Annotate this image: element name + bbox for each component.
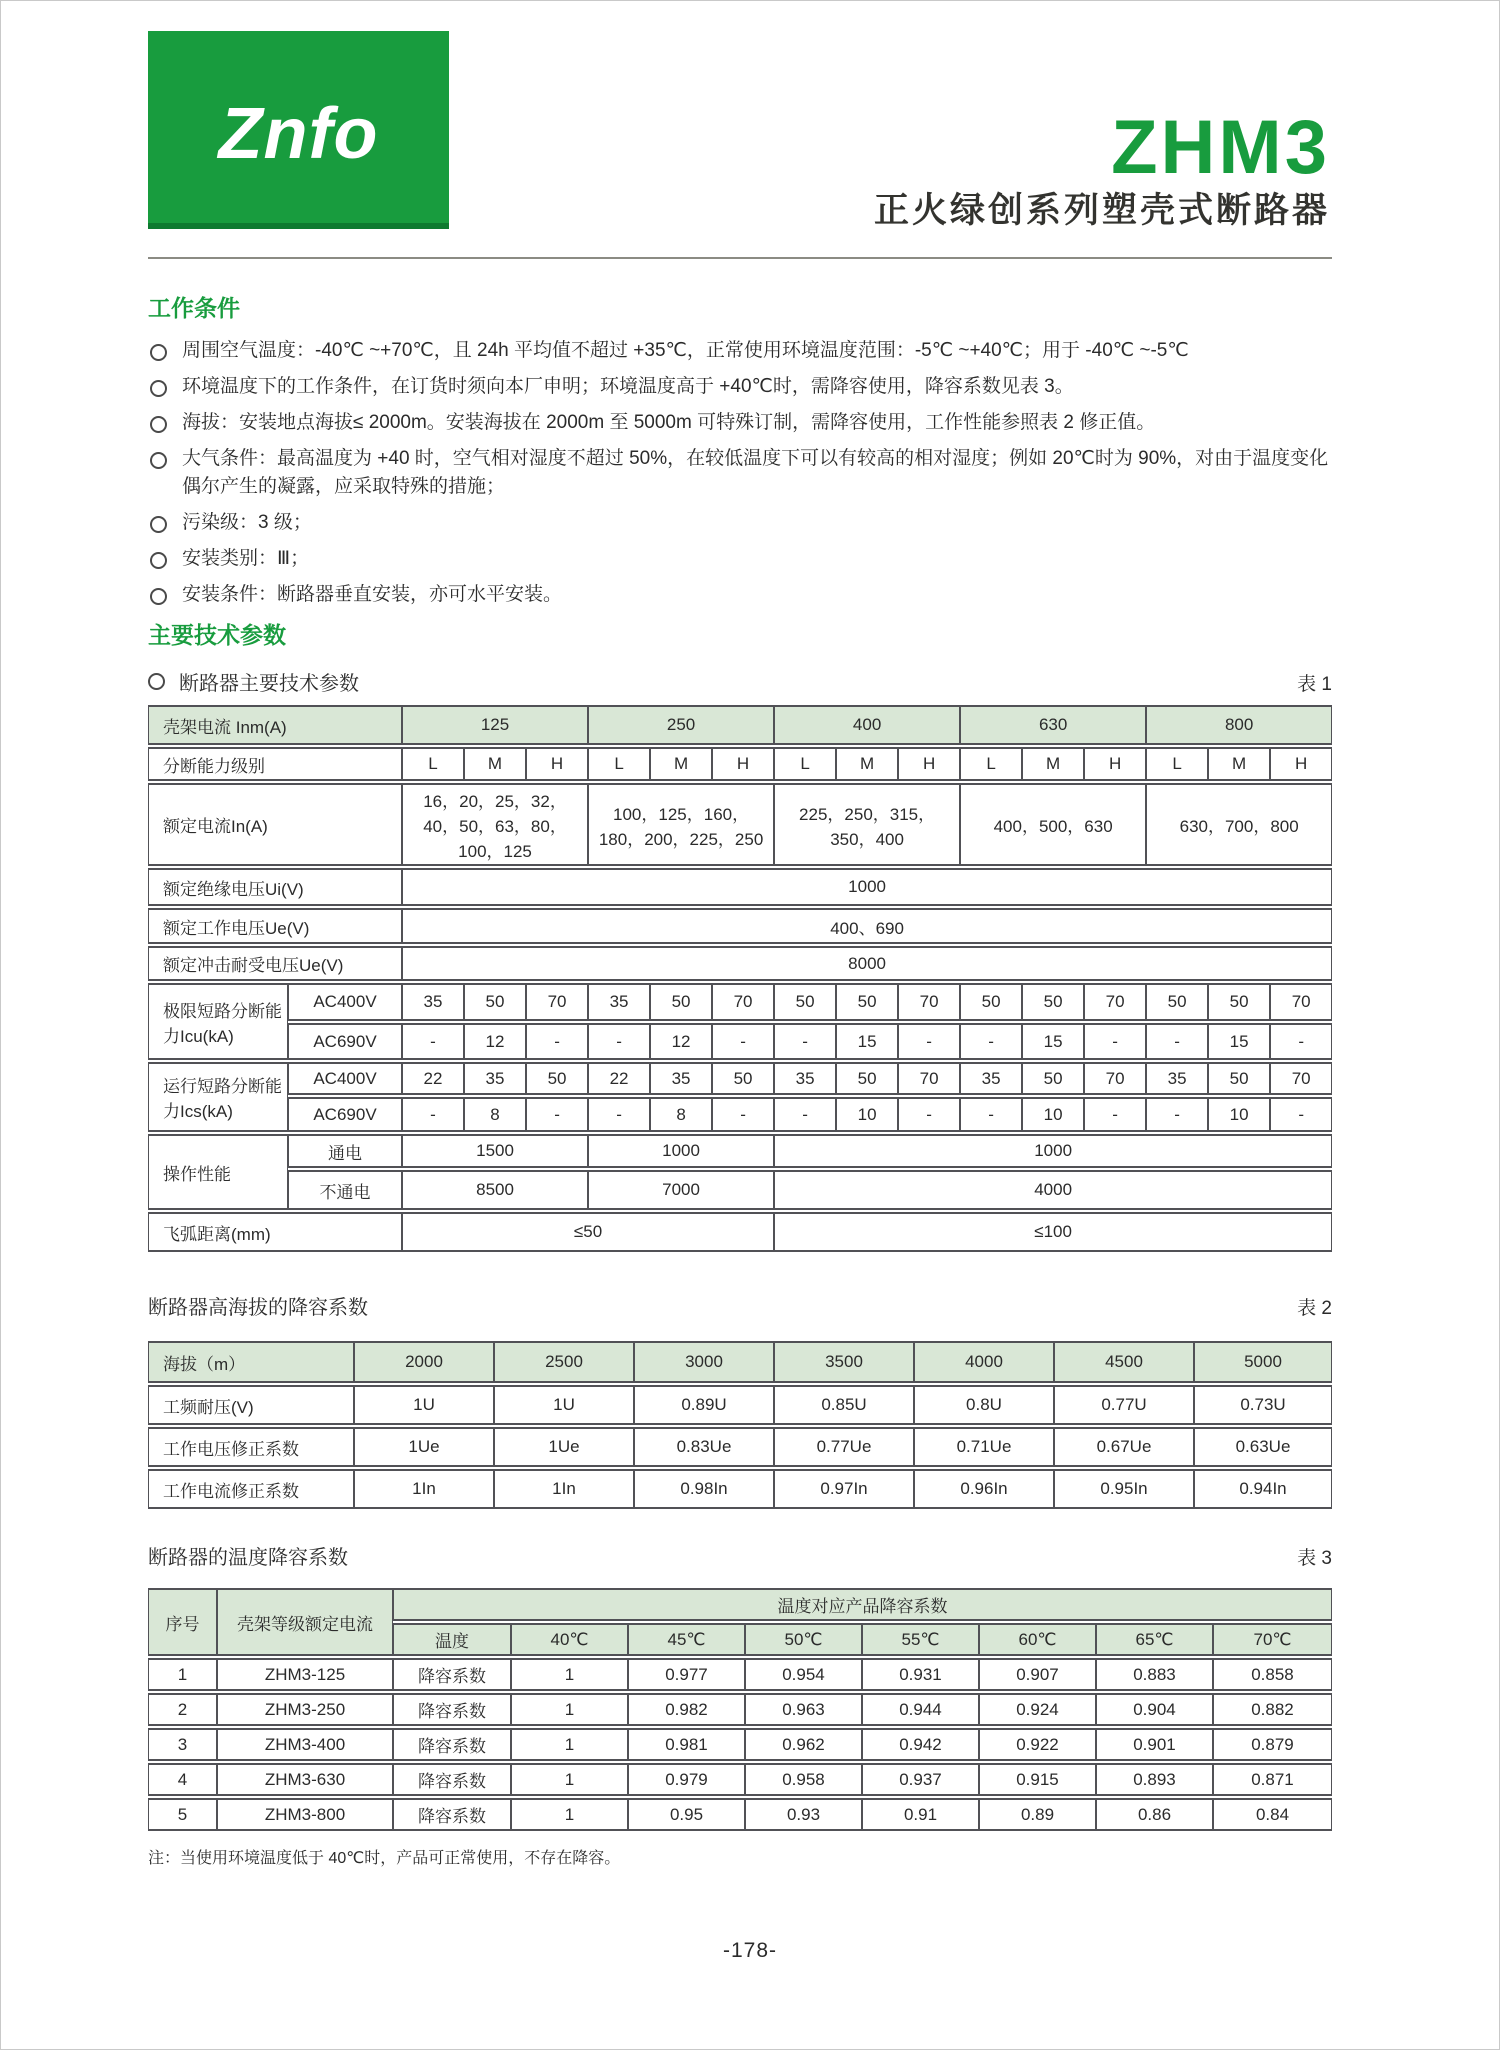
header-cell: 65℃ xyxy=(1096,1623,1213,1656)
table-row xyxy=(148,868,1332,906)
cell: 8 xyxy=(650,1097,712,1132)
cell: - xyxy=(960,1097,1022,1132)
cell: 50 xyxy=(836,983,898,1021)
label-cell: 分断能力级别 xyxy=(148,747,402,781)
table-row xyxy=(148,1341,1332,1383)
header-cell: 温度对应产品降容系数 xyxy=(393,1588,1332,1621)
label-cell: 壳架电流 Inm(A) xyxy=(148,705,402,745)
table-row xyxy=(148,1728,1332,1761)
cell: 70 xyxy=(898,1062,960,1095)
circle-bullet-icon xyxy=(150,516,167,533)
table-row xyxy=(148,1097,1332,1132)
cell: 70 xyxy=(712,983,774,1021)
section-title-working-conditions: 工作条件 xyxy=(148,295,240,321)
cell: - xyxy=(402,1097,464,1132)
cell: 0.71Ue xyxy=(914,1427,1054,1467)
cell: L xyxy=(1146,747,1208,781)
list-item xyxy=(150,445,1336,501)
cell: 125 xyxy=(402,705,588,745)
cell: - xyxy=(960,1023,1022,1060)
cell: ≤100 xyxy=(774,1212,1332,1252)
cell: - xyxy=(526,1097,588,1132)
table-row xyxy=(148,1763,1332,1796)
cell: 0.84 xyxy=(1213,1798,1332,1831)
cell: 0.86 xyxy=(1096,1798,1213,1831)
cell: 5 xyxy=(148,1798,217,1831)
cell: 50 xyxy=(1208,1062,1270,1095)
cell: 0.977 xyxy=(628,1658,745,1691)
cell: 225，250，315，350，400 xyxy=(774,783,960,866)
cell: 0.871 xyxy=(1213,1763,1332,1796)
list-item xyxy=(150,337,1336,365)
cell: 降容系数 xyxy=(393,1728,511,1761)
cell: 0.962 xyxy=(745,1728,862,1761)
cell: 0.89 xyxy=(979,1798,1096,1831)
table-row xyxy=(148,1658,1332,1691)
list-item-text: 污染级：3 级； xyxy=(182,512,312,533)
cell: 0.93 xyxy=(745,1798,862,1831)
label-cell: 工作电流修正系数 xyxy=(148,1469,354,1509)
sublabel-cell: AC690V xyxy=(288,1097,402,1132)
table-row xyxy=(148,705,1332,745)
cell: 70 xyxy=(1270,983,1332,1021)
cell: 1Ue xyxy=(494,1427,634,1467)
table-row xyxy=(148,908,1332,944)
cell: 50 xyxy=(1208,983,1270,1021)
cell: - xyxy=(712,1097,774,1132)
cell: - xyxy=(898,1097,960,1132)
cell: 8500 xyxy=(402,1170,588,1210)
cell: - xyxy=(588,1023,650,1060)
cell: ZHM3-250 xyxy=(217,1693,393,1726)
table-row xyxy=(148,1212,1332,1252)
cell: ≤50 xyxy=(402,1212,774,1252)
list-item-text: 安装条件：断路器垂直安装，亦可水平安装。 xyxy=(182,584,563,605)
header-cell: 3000 xyxy=(634,1341,774,1383)
cell: 0.981 xyxy=(628,1728,745,1761)
cell: 0.901 xyxy=(1096,1728,1213,1761)
cell: 2 xyxy=(148,1693,217,1726)
label-cell: 额定电流In(A) xyxy=(148,783,402,866)
page-header xyxy=(873,105,1330,235)
cell: ZHM3-630 xyxy=(217,1763,393,1796)
cell: 7000 xyxy=(588,1170,774,1210)
cell: 1 xyxy=(511,1763,628,1796)
cell: 16，20，25，32，40，50，63，80，100，125 xyxy=(402,783,588,866)
label-cell: 操作性能 xyxy=(148,1134,288,1210)
cell: 0.883 xyxy=(1096,1658,1213,1691)
cell: 1 xyxy=(511,1693,628,1726)
list-item xyxy=(150,373,1336,401)
table2-caption-row xyxy=(148,1291,1332,1320)
cell: H xyxy=(1084,747,1146,781)
cell: 0.85U xyxy=(774,1385,914,1425)
brand-logo xyxy=(148,31,449,229)
cell: 0.942 xyxy=(862,1728,979,1761)
table-row xyxy=(148,1469,1332,1509)
cell: 0.882 xyxy=(1213,1693,1332,1726)
cell: 15 xyxy=(836,1023,898,1060)
table2-altitude-derating xyxy=(148,1339,1332,1511)
cell: 1 xyxy=(511,1728,628,1761)
cell: 15 xyxy=(1208,1023,1270,1060)
circle-bullet-icon xyxy=(148,673,165,690)
table2-caption-text: 断路器高海拔的降容系数 xyxy=(148,1297,368,1319)
cell: 0.954 xyxy=(745,1658,862,1691)
cell: - xyxy=(774,1023,836,1060)
cell: 降容系数 xyxy=(393,1693,511,1726)
table2-tag: 表 2 xyxy=(1297,1298,1332,1319)
cell: 50 xyxy=(960,983,1022,1021)
header-cell: 40℃ xyxy=(511,1623,628,1656)
table3-caption-row xyxy=(148,1541,1332,1570)
cell: M xyxy=(464,747,526,781)
cell: M xyxy=(836,747,898,781)
cell: 1 xyxy=(511,1798,628,1831)
cell: 0.97In xyxy=(774,1469,914,1509)
sublabel-cell: 不通电 xyxy=(288,1170,402,1210)
cell: ZHM3-125 xyxy=(217,1658,393,1691)
cell: 0.944 xyxy=(862,1693,979,1726)
cell: 0.96In xyxy=(914,1469,1054,1509)
table-row xyxy=(148,1588,1332,1621)
circle-bullet-icon xyxy=(150,588,167,605)
product-series-subtitle: 正火绿创系列塑壳式断路器 xyxy=(873,191,1330,230)
cell: 降容系数 xyxy=(393,1763,511,1796)
header-cell: 45℃ xyxy=(628,1623,745,1656)
cell: 70 xyxy=(1084,1062,1146,1095)
cell: 0.907 xyxy=(979,1658,1096,1691)
cell: 35 xyxy=(464,1062,526,1095)
cell: 50 xyxy=(1022,983,1084,1021)
circle-bullet-icon xyxy=(150,552,167,569)
table-row xyxy=(148,1427,1332,1467)
cell: - xyxy=(1270,1023,1332,1060)
cell: 0.67Ue xyxy=(1054,1427,1194,1467)
cell: 0.893 xyxy=(1096,1763,1213,1796)
cell: M xyxy=(1022,747,1084,781)
list-item xyxy=(150,409,1336,437)
cell: 10 xyxy=(1022,1097,1084,1132)
cell: M xyxy=(650,747,712,781)
table-row xyxy=(148,1693,1332,1726)
cell: 0.904 xyxy=(1096,1693,1213,1726)
cell: 10 xyxy=(836,1097,898,1132)
cell: 1Ue xyxy=(354,1427,494,1467)
cell: 降容系数 xyxy=(393,1658,511,1691)
label-cell: 工频耐压(V) xyxy=(148,1385,354,1425)
sublabel-cell: AC690V xyxy=(288,1023,402,1060)
cell: 0.89U xyxy=(634,1385,774,1425)
cell: 0.91 xyxy=(862,1798,979,1831)
list-item xyxy=(150,581,1336,609)
table1-caption-text: 断路器主要技术参数 xyxy=(179,673,359,695)
table-row xyxy=(148,1170,1332,1210)
cell: H xyxy=(526,747,588,781)
cell: - xyxy=(402,1023,464,1060)
cell: 50 xyxy=(650,983,712,1021)
table1-main-parameters xyxy=(148,703,1332,1254)
label-cell: 极限短路分断能力Icu(kA) xyxy=(148,983,288,1060)
table-row xyxy=(148,1798,1332,1831)
list-item-text: 海拔：安装地点海拔≤ 2000m。安装海拔在 2000m 至 5000m 可特殊订制，需降容使用，工作性能参照表 2 修正值。 xyxy=(182,412,1156,433)
cell: 50 xyxy=(712,1062,774,1095)
cell: 22 xyxy=(402,1062,464,1095)
list-item-text: 大气条件：最高温度为 +40 时，空气相对湿度不超过 50%，在较低温度下可以有较高的相对湿度；例如 20℃时为 90%，对由于温度变化偶尔产生的凝露，应采取特殊的措施； xyxy=(182,448,1329,497)
cell: 35 xyxy=(402,983,464,1021)
cell: 1U xyxy=(494,1385,634,1425)
cell: 70 xyxy=(898,983,960,1021)
list-item-text: 环境温度下的工作条件，在订货时须向本厂申明；环境温度高于 +40℃时，需降容使用，降容系数见表 3。 xyxy=(182,376,1074,397)
cell: 400，500，630 xyxy=(960,783,1146,866)
label-cell: 额定冲击耐受电压Ue(V) xyxy=(148,946,402,981)
table1-caption xyxy=(148,667,359,696)
label-cell: 运行短路分断能力Ics(kA) xyxy=(148,1062,288,1132)
label-cell: 工作电压修正系数 xyxy=(148,1427,354,1467)
cell: L xyxy=(402,747,464,781)
cell: 降容系数 xyxy=(393,1798,511,1831)
cell: 35 xyxy=(588,983,650,1021)
cell: H xyxy=(1270,747,1332,781)
cell: 0.879 xyxy=(1213,1728,1332,1761)
cell: 0.982 xyxy=(628,1693,745,1726)
header-cell: 2000 xyxy=(354,1341,494,1383)
cell: 50 xyxy=(526,1062,588,1095)
sublabel-cell: AC400V xyxy=(288,983,402,1021)
sublabel-cell: 通电 xyxy=(288,1134,402,1168)
cell: 1000 xyxy=(774,1134,1332,1168)
cell: L xyxy=(960,747,1022,781)
label-cell: 额定工作电压Ue(V) xyxy=(148,908,402,944)
cell: 0.931 xyxy=(862,1658,979,1691)
cell: 400、690 xyxy=(402,908,1332,944)
cell: - xyxy=(1146,1097,1208,1132)
cell: 22 xyxy=(588,1062,650,1095)
table-row xyxy=(148,1385,1332,1425)
cell: 10 xyxy=(1208,1097,1270,1132)
cell: 12 xyxy=(464,1023,526,1060)
cell: 0.77U xyxy=(1054,1385,1194,1425)
circle-bullet-icon xyxy=(150,416,167,433)
table1-tag: 表 1 xyxy=(1297,674,1332,695)
sublabel-cell: AC400V xyxy=(288,1062,402,1095)
cell: 0.94In xyxy=(1194,1469,1332,1509)
header-cell: 55℃ xyxy=(862,1623,979,1656)
cell: 100，125，160，180，200，225，250 xyxy=(588,783,774,866)
cell: 0.63Ue xyxy=(1194,1427,1332,1467)
header-cell: 温度 xyxy=(393,1623,511,1656)
cell: 12 xyxy=(650,1023,712,1060)
cell: 1000 xyxy=(402,868,1332,906)
table-row xyxy=(148,946,1332,981)
cell: 0.979 xyxy=(628,1763,745,1796)
cell: 1500 xyxy=(402,1134,588,1168)
cell: 0.95 xyxy=(628,1798,745,1831)
cell: 0.73U xyxy=(1194,1385,1332,1425)
cell: 0.83Ue xyxy=(634,1427,774,1467)
cell: - xyxy=(898,1023,960,1060)
section-title-tech-params: 主要技术参数 xyxy=(148,622,286,648)
cell: 3 xyxy=(148,1728,217,1761)
header-cell: 序号 xyxy=(148,1588,217,1656)
table-row xyxy=(148,983,1332,1021)
table3-temperature-derating xyxy=(148,1586,1332,1833)
table-row xyxy=(148,1062,1332,1095)
cell: - xyxy=(1084,1097,1146,1132)
cell: 0.858 xyxy=(1213,1658,1332,1691)
header-cell: 3500 xyxy=(774,1341,914,1383)
cell: 35 xyxy=(774,1062,836,1095)
cell: 50 xyxy=(836,1062,898,1095)
cell: 8 xyxy=(464,1097,526,1132)
cell: ZHM3-800 xyxy=(217,1798,393,1831)
cell: 4 xyxy=(148,1763,217,1796)
cell: 0.95In xyxy=(1054,1469,1194,1509)
footnote: 注：当使用环境温度低于 40℃时，产品可正常使用，不存在降容。 xyxy=(148,1850,621,1867)
cell: 8000 xyxy=(402,946,1332,981)
cell: 70 xyxy=(1084,983,1146,1021)
cell: 630 xyxy=(960,705,1146,745)
brand-logo-text: Znfo xyxy=(218,94,379,174)
cell: 50 xyxy=(464,983,526,1021)
cell: 0.922 xyxy=(979,1728,1096,1761)
cell: 1 xyxy=(148,1658,217,1691)
page-number: -178- xyxy=(722,1939,778,1962)
header-cell: 4000 xyxy=(914,1341,1054,1383)
cell: ZHM3-400 xyxy=(217,1728,393,1761)
list-item xyxy=(150,509,1336,537)
cell: 1In xyxy=(354,1469,494,1509)
label-cell: 飞弧距离(mm) xyxy=(148,1212,402,1252)
header-cell: 60℃ xyxy=(979,1623,1096,1656)
cell: 0.924 xyxy=(979,1693,1096,1726)
cell: 35 xyxy=(650,1062,712,1095)
cell: 50 xyxy=(1146,983,1208,1021)
cell: 630，700，800 xyxy=(1146,783,1332,866)
cell: 0.937 xyxy=(862,1763,979,1796)
cell: - xyxy=(1146,1023,1208,1060)
working-conditions-list xyxy=(150,337,1336,617)
cell: 0.8U xyxy=(914,1385,1054,1425)
header-cell: 4500 xyxy=(1054,1341,1194,1383)
cell: 1In xyxy=(494,1469,634,1509)
cell: - xyxy=(774,1097,836,1132)
cell: - xyxy=(588,1097,650,1132)
list-item-text: 周围空气温度：-40℃ ~+70℃，且 24h 平均值不超过 +35℃，正常使用环境温度范围：-5℃ ~+40℃；用于 -40℃ ~-5℃ xyxy=(182,340,1189,361)
cell: M xyxy=(1208,747,1270,781)
cell: - xyxy=(1084,1023,1146,1060)
cell: 35 xyxy=(1146,1062,1208,1095)
header-cell: 壳架等级额定电流 xyxy=(217,1588,393,1656)
cell: 1U xyxy=(354,1385,494,1425)
table3-caption-text: 断路器的温度降容系数 xyxy=(148,1547,348,1569)
cell: 0.963 xyxy=(745,1693,862,1726)
header-cell: 50℃ xyxy=(745,1623,862,1656)
cell: L xyxy=(588,747,650,781)
cell: 250 xyxy=(588,705,774,745)
circle-bullet-icon xyxy=(150,380,167,397)
circle-bullet-icon xyxy=(150,452,167,469)
cell: H xyxy=(712,747,774,781)
cell: 70 xyxy=(526,983,588,1021)
header-cell: 70℃ xyxy=(1213,1623,1332,1656)
cell: - xyxy=(712,1023,774,1060)
cell: 35 xyxy=(960,1062,1022,1095)
header-cell: 2500 xyxy=(494,1341,634,1383)
table-row xyxy=(148,783,1332,866)
cell: 50 xyxy=(1022,1062,1084,1095)
cell: - xyxy=(1270,1097,1332,1132)
circle-bullet-icon xyxy=(150,344,167,361)
cell: 800 xyxy=(1146,705,1332,745)
cell: 400 xyxy=(774,705,960,745)
cell: 0.958 xyxy=(745,1763,862,1796)
cell: 1000 xyxy=(588,1134,774,1168)
cell: - xyxy=(526,1023,588,1060)
label-cell: 海拔（m） xyxy=(148,1341,354,1383)
cell: 50 xyxy=(774,983,836,1021)
cell: 70 xyxy=(1270,1062,1332,1095)
cell: 15 xyxy=(1022,1023,1084,1060)
cell: L xyxy=(774,747,836,781)
cell: 4000 xyxy=(774,1170,1332,1210)
table3-tag: 表 3 xyxy=(1297,1548,1332,1569)
cell: 0.98In xyxy=(634,1469,774,1509)
header-divider xyxy=(148,257,1332,259)
list-item xyxy=(150,545,1336,573)
label-cell: 额定绝缘电压Ui(V) xyxy=(148,868,402,906)
header-cell: 5000 xyxy=(1194,1341,1332,1383)
table1-caption-row xyxy=(148,667,1332,696)
product-model-title: ZHM3 xyxy=(1111,105,1330,190)
cell: 0.915 xyxy=(979,1763,1096,1796)
cell: 1 xyxy=(511,1658,628,1691)
list-item-text: 安装类别：Ⅲ； xyxy=(182,548,310,569)
table-row xyxy=(148,1134,1332,1168)
cell: 0.77Ue xyxy=(774,1427,914,1467)
table-row xyxy=(148,747,1332,781)
table-row xyxy=(148,1023,1332,1060)
cell: H xyxy=(898,747,960,781)
